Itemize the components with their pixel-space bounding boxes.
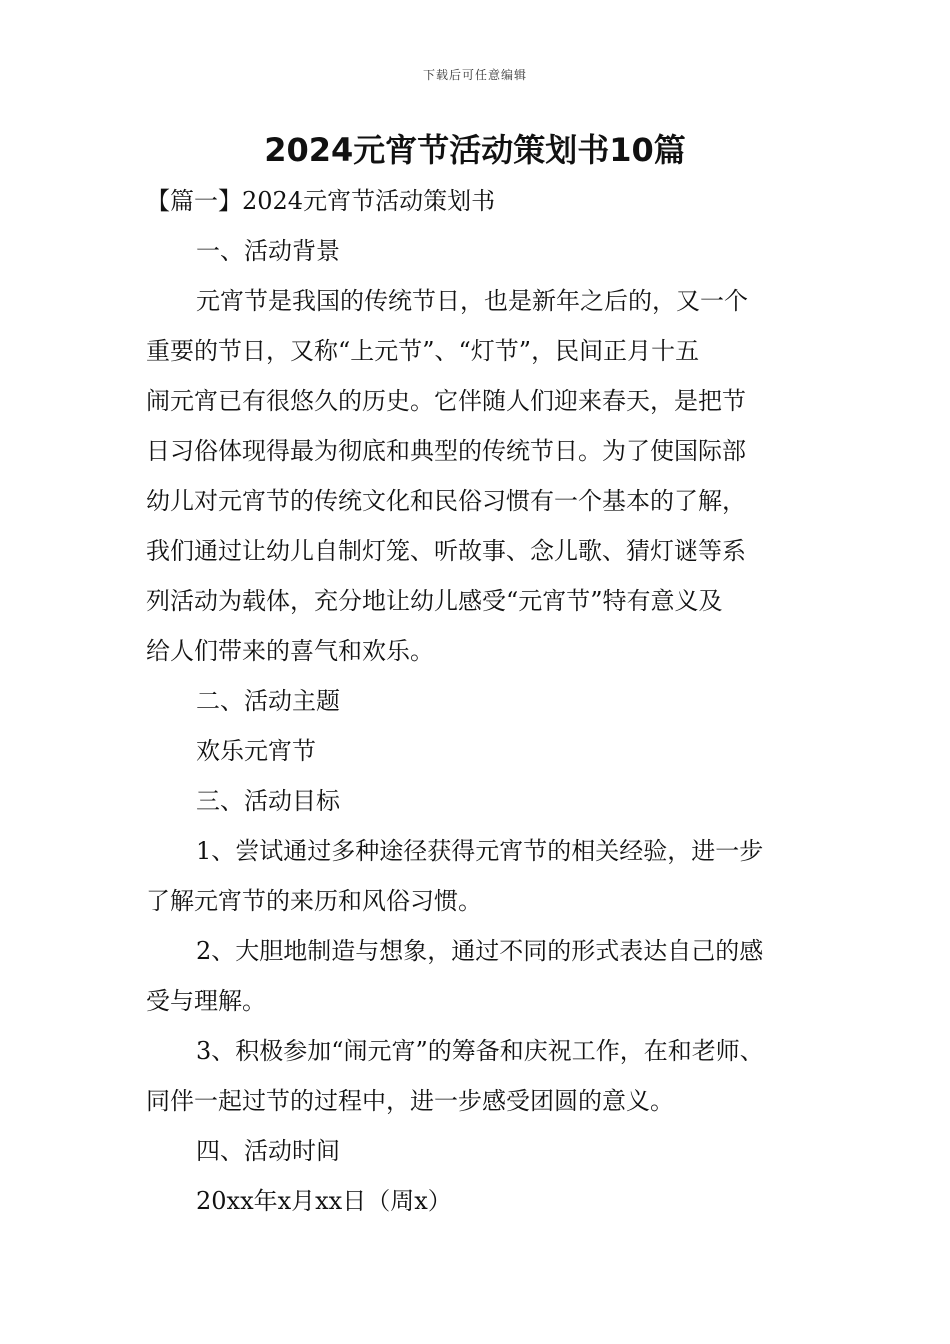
paragraph-line: 受与理解。 <box>146 987 266 1015</box>
paragraph-line: 列活动为载体，充分地让幼儿感受“元宵节”特有意义及 <box>146 587 723 615</box>
paragraph-line: 二、活动主题 <box>196 687 340 715</box>
paragraph-line: 了解元宵节的来历和风俗习惯。 <box>146 887 482 915</box>
document-body <box>146 176 811 1226</box>
paragraph-line: 重要的节日，又称“上元节”、“灯节”，民间正月十五 <box>146 337 700 365</box>
paragraph-line: 3、积极参加“闹元宵”的筹备和庆祝工作，在和老师、 <box>196 1037 764 1065</box>
paragraph-line: 四、活动时间 <box>196 1137 340 1165</box>
paragraph-line: 幼儿对元宵节的传统文化和民俗习惯有一个基本的了解， <box>146 487 746 515</box>
paragraph-line: 三、活动目标 <box>196 787 340 815</box>
paragraph-line: 闹元宵已有很悠久的历史。它伴随人们迎来春天，是把节 <box>146 387 746 415</box>
paragraph-line: 【篇一】2024元宵节活动策划书 <box>146 187 496 215</box>
document-title: 2024元宵节活动策划书10篇 <box>264 131 686 169</box>
paragraph-line: 元宵节是我国的传统节日，也是新年之后的，又一个 <box>196 287 748 315</box>
paragraph-line: 1、尝试通过多种途径获得元宵节的相关经验，进一步 <box>196 837 764 865</box>
header-note: 下载后可任意编辑 <box>422 68 527 82</box>
paragraph-line: 同伴一起过节的过程中，进一步感受团圆的意义。 <box>146 1087 674 1115</box>
paragraph-line: 我们通过让幼儿自制灯笼、听故事、念儿歌、猜灯谜等系 <box>146 537 746 565</box>
paragraph-line: 20xx年x月xx日（周x） <box>196 1187 452 1215</box>
paragraph-line: 一、活动背景 <box>196 237 340 265</box>
paragraph-line: 给人们带来的喜气和欢乐。 <box>146 637 434 665</box>
paragraph-line: 日习俗体现得最为彻底和典型的传统节日。为了使国际部 <box>146 437 746 465</box>
paragraph-line: 欢乐元宵节 <box>196 737 316 765</box>
paragraph-line: 2、大胆地制造与想象，通过不同的形式表达自己的感 <box>196 937 764 965</box>
